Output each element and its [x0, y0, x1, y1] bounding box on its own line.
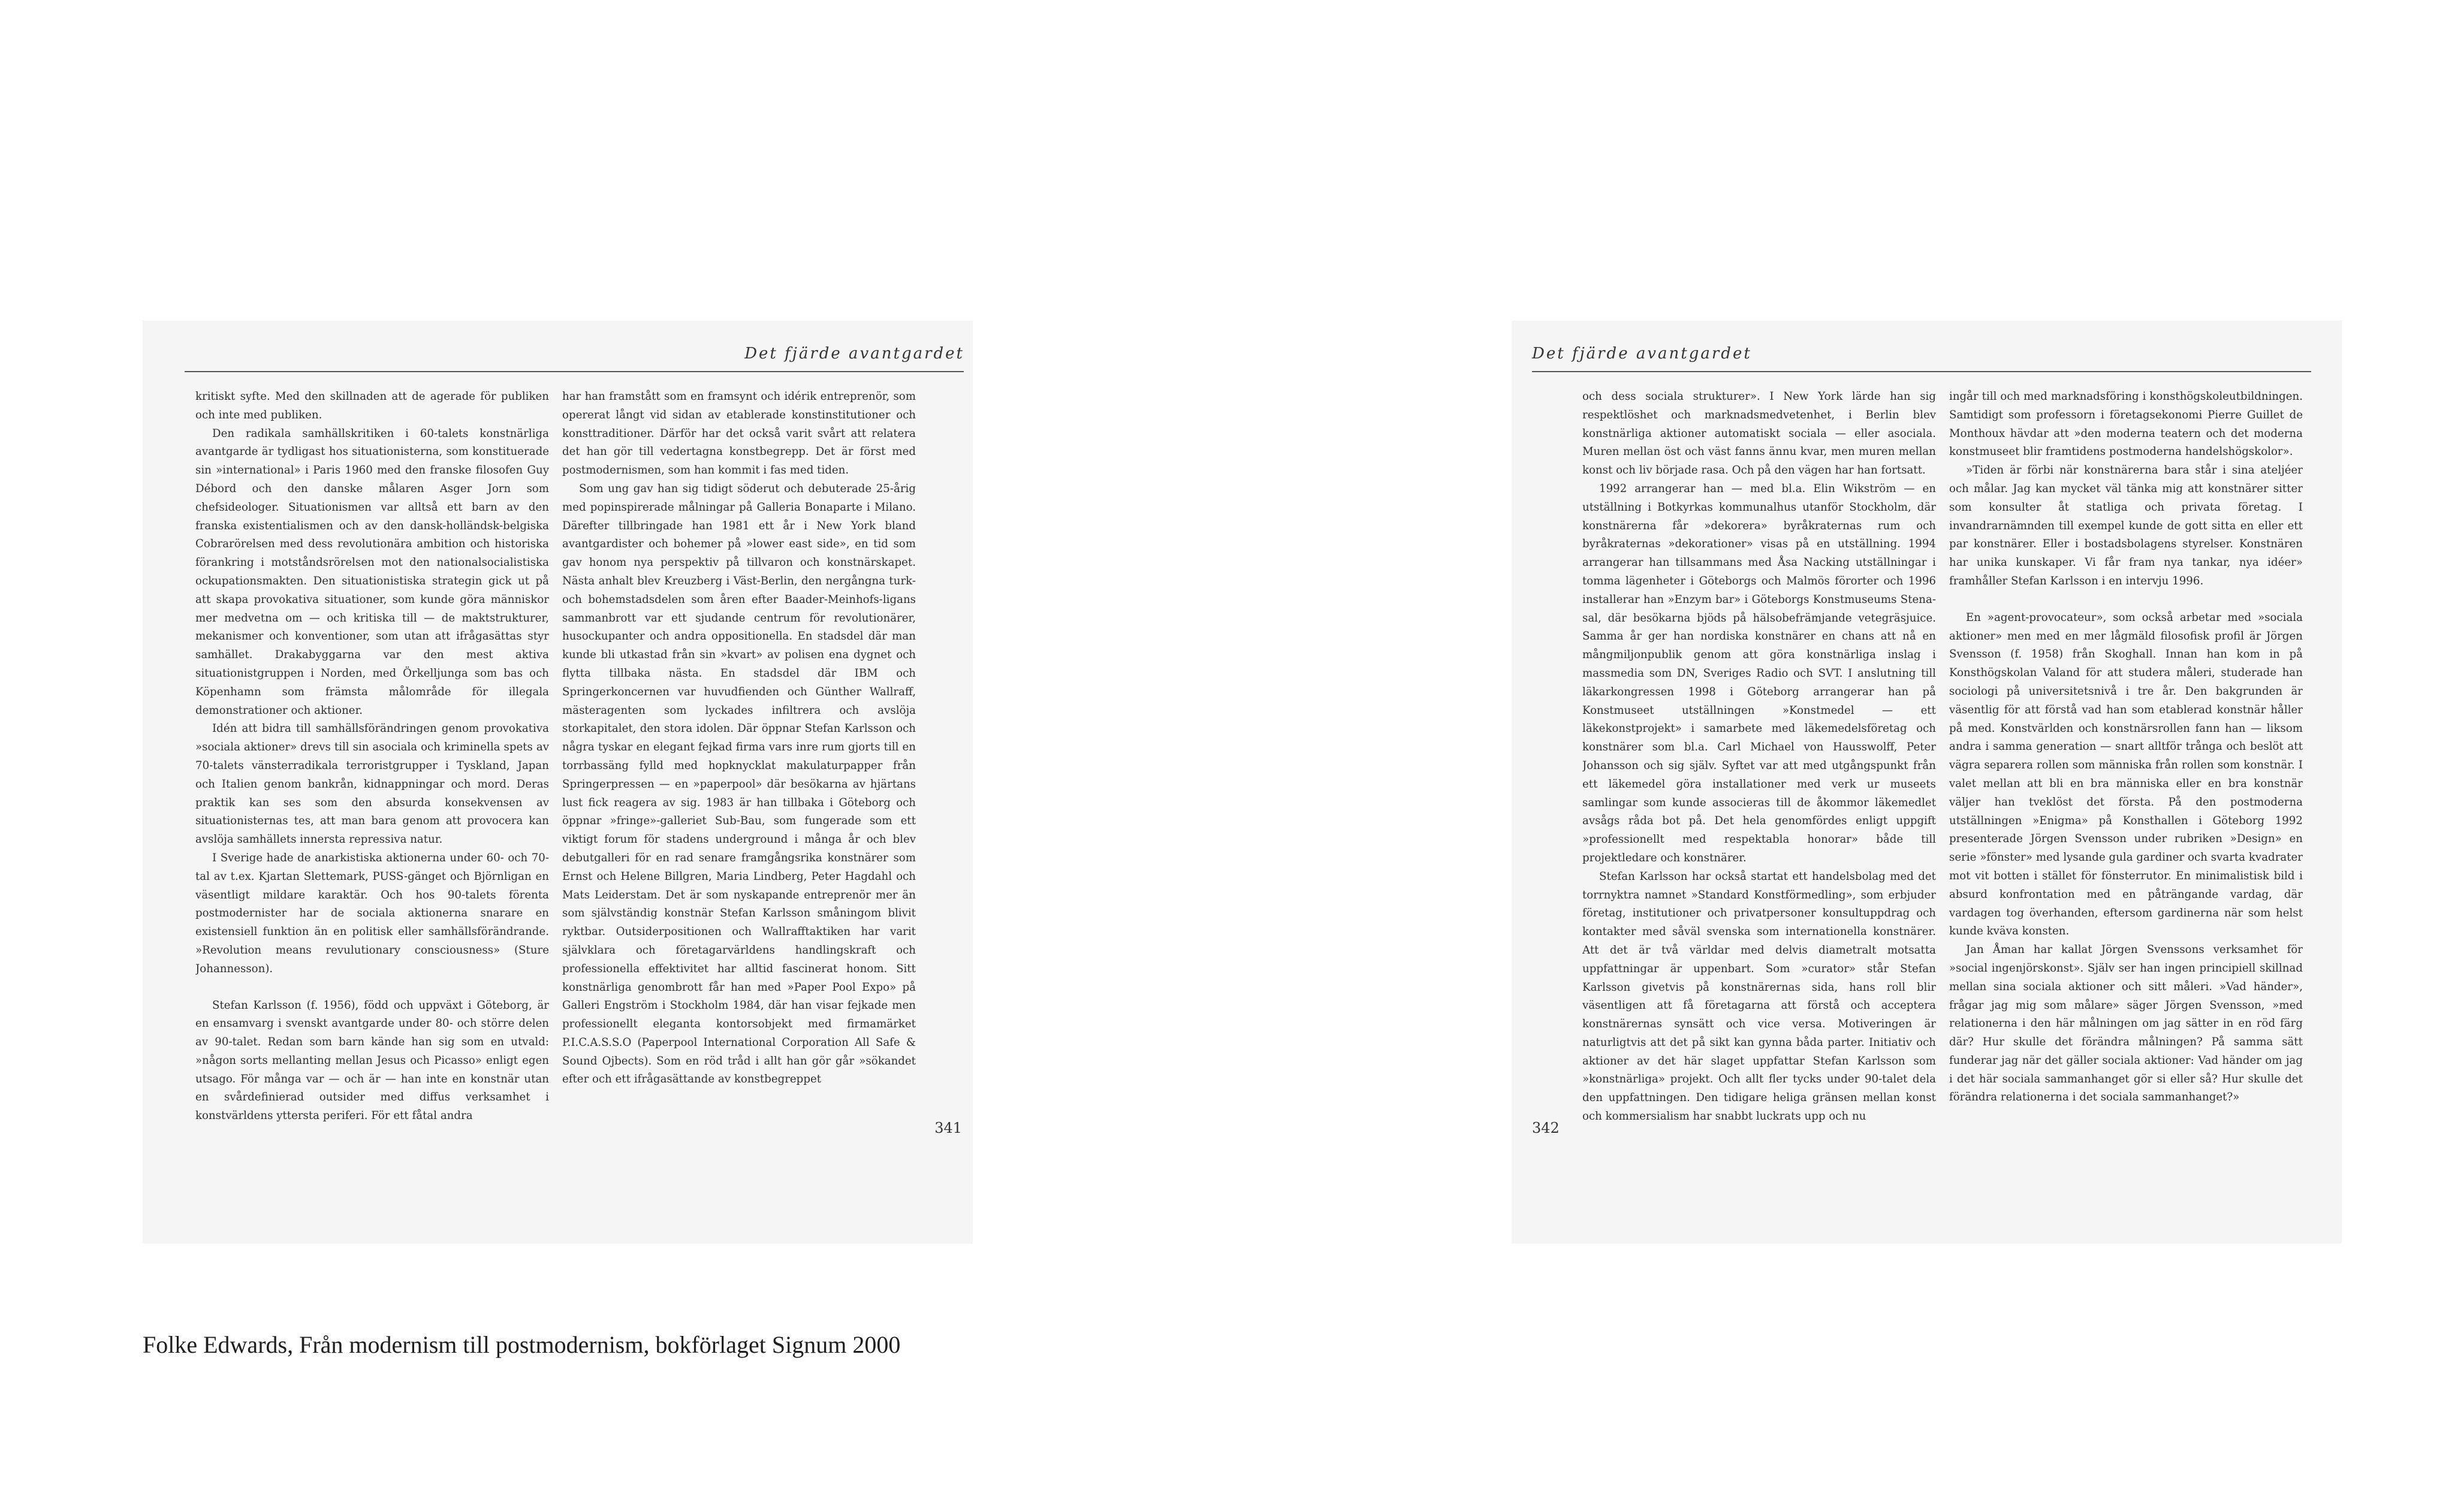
- left-page-column-2: [562, 388, 916, 1221]
- paragraph: kritiskt syfte. Med den skillnaden att de agerade för publiken och inte med publiken.: [195, 390, 549, 421]
- right-page-column-2: [1949, 388, 2303, 1221]
- paragraph: Idén att bidra till samhällsförändringen genom provokativa »sociala aktioner» drevs till sin asociala och kriminella spets av 70-talets vänsterradikala terroristgrupper i Tyskland, Japan och Italien genom bankrån, kidnappningar och mord. Deras praktik kan ses som den absurda konsekvensen av situationisternas tes, att man bara genom att provocera kan avslöja samhällets innersta repressiva natur.: [195, 722, 549, 846]
- paragraph: Den radikala samhällskritiken i 60-talets konstnärliga avantgarde är tydligast hos situationisterna, som konstituerade sin »international» i Paris 1960 med den franske filosofen Guy Débord och den danske målaren Asger Jorn som chefsideologer. Situationismen var alltså ett barn av den franska existentialismen och av den dansk-holländsk-belgiska Cobrarörelsen med dess revolutionära ambition och historiska förankring i motståndsrörelsen mot den nationalsocialistiska ockupationsmakten. Den situationistiska strategin gick ut på att skapa provokativa situationer, som kunde göra människor mer medvetna om — och kritiska till — de maktstrukturer, mekanismer och konventioner, som utan att ifrågasättas styr samhället. Drakabyggarna var den mest aktiva situationistgruppen i Norden, med Örkelljunga som bas och Köpenhamn som främsta målområde för illegala demonstrationer och aktioner.: [195, 427, 549, 717]
- paragraph: Som ung gav han sig tidigt söderut och debuterade 25-årig med popinspirerade målningar på Galleria Bonaparte i Milano. Därefter tillbringade han 1981 ett år i New York bland avantgardister och bohemer på »lower east side», en tid som gav honom nya perspektiv på tillvaron och konstnärskapet. Nästa anhalt blev Kreuzberg i Väst-Berlin, den nergångna turk- och bohemstadsdelen som åren efter Baader-Meinhofs-ligans sammanbrott var ett sjudande centrum för revolutionärer, husockupanter och andra oppositionella. En stadsdel där man kunde bli utkastad från sin »kvart» av polisen ena dygnet och flytta tillbaka nästa. En stadsdel där IBM och Springerkoncernen var huvudfienden och Günther Wallraff, mästeragenten som lyckades infiltrera och avslöja storkapitalet, den stora idolen. Där öppnar Stefan Karlsson och några tyskar en elegant fejkad firma vars inre rum gjorts till en torrbassäng fylld med hopknycklat makulaturpapper från Springerpressen — en »paperpool» där besökarna av hjärtans lust fick reagera av sig. 1983 är han tillbaka i Göteborg och öppnar »fringe»-galleriet Sub-Bau, som fungerade som ett viktigt forum för stadens underground i många år och blev debutgalleri för en rad senare framgångsrika konstnärer som Ernst och Helene Billgren, Maria Lindberg, Peter Hagdahl och Mats Leiderstam. Det är som nyskapande entreprenör mer än som självständig konstnär Stefan Karlsson småningom blivit ryktbar. Outsiderpositionen och Wallrafftaktiken har varit självklara och företagarvärldens handlingskraft och professionella effektivitet har alltid fascinerat honom. Sitt konstnärliga genombrott får han med »Paper Pool Expo» på Galleri Engström i Stockholm 1984, där han visar fejkade men professionellt eleganta kontorsobjekt med firmamärket P.I.C.A.S.S.O (Paperpool International Corporation All Safe & Sound Ojbects). Som en röd tråd i allt han gör går »sökandet efter och ett ifrågasättande av konstbegreppet: [562, 482, 916, 1086]
- paragraph: I Sverige hade de anarkistiska aktionerna under 60- och 70-tal av t.ex. Kjartan Slettemark, PUSS-gänget och Björnligan en väsentligt mildare karaktär. Och hos 90-talets förenta postmodernister har de sociala aktionerna snarare en existensiell funktion än en politisk eller samhällsförändrande. »Revolution means revulutionary consciousness» (Sture Johannesson).: [195, 851, 549, 975]
- header-rule-left: [185, 371, 964, 372]
- left-page-column-1: [195, 388, 549, 1221]
- paragraph: Jan Åman har kallat Jörgen Svenssons verksamhet för »social ingenjörskonst». Själv ser han ingen principiell skillnad mellan sina sociala aktioner och sitt måleri. »Vad händer», frågar jag mig som målare» säger Jörgen Svensson, »med relationerna i den här målningen om jag sätter in en röd färg där? Hur skulle det förändra målningen? På samma sätt funderar jag när det gäller sociala aktioner: Vad händer om jag i det här sociala sammanhanget gör si eller så? Hur skulle det förändra relationerna i det sociala sammanhanget?»: [1949, 943, 2303, 1104]
- paragraph: »Tiden är förbi när konstnärerna bara står i sina ateljéer och målar. Jag kan mycket väl tänka mig att konstnärer sitter som konsulter åt statliga och privata företag. I invandrarnämnden till exempel kunde de gott sitta en eller ett par konstnärer. Eller i bostadsbolagens styrelser. Konstnären har unika kunskaper. Vi får fram nya tankar, nya idéer» framhåller Stefan Karlsson i en intervju 1996.: [1949, 464, 2303, 587]
- paragraph: ingår till och med marknadsföring i konsthögskoleutbildningen. Samtidigt som professorn i företagsekonomi Pierre Guillet de Monthoux hävdar att »den moderna teatern och det moderna konstmuseet blir framtidens postmoderna handelshögskolor».: [1949, 390, 2303, 459]
- paragraph: Stefan Karlsson har också startat ett handelsbolag med det torrnyktra namnet »Standard Konstförmedling», som erbjuder företag, institutioner och privatpersoner konsultuppdrag och kontakter med såväl svenska som internationella konstnärer. Att det är två världar med delvis diametralt motsatta uppfattningar är uppenbart. Som »curator» står Stefan Karlsson givetvis på konstnärernas sida, hans roll blir väsentligen att få företagarna att förstå och acceptera konstnärernas synsätt och vice versa. Motiveringen är naturligtvis att det på sikt kan gynna båda parter. Initiativ och aktioner av det här slaget uppfattar Stefan Karlsson som »konstnärliga» projekt. Och allt fler tycks under 90-talet dela den uppfattningen. Den tidigare heliga gränsen mellan konst och kommersialism har snabbt luckrats upp och nu: [1582, 870, 1936, 1123]
- header-rule-right: [1532, 371, 2311, 372]
- paragraph: 1992 arrangerar han — med bl.a. Elin Wikström — en utställning i Botkyrkas kommunalhus utanför Stockholm, där konstnärerna får »dekorera» byråkraternas rum och byråkraternas »dekorationer» visas på en utställning. 1994 arrangerar han tillsammans med Åsa Nacking utställningar i tomma lägenheter i Göteborgs och Malmös förorter och 1996 installerar han »Enzym bar» i Göteborgs Konstmuseums Stena-sal, där besökarna bjöds på hälsobefrämjande vetegräsjuice. Samma år ger han nordiska konstnärer en chans att nå en mångmiljonpublik genom att göra konstnärliga inslag i massmedia som DN, Sveriges Radio och SVT. I anslutning till läkarkongressen 1998 i Göteborg arrangerar han på Konstmuseet utställningen »Konstmedel — ett läkekonstprojekt» i samarbete med läkemedelsföretag och konstnärer som bl.a. Carl Michael von Hausswolff, Peter Johansson och sig själv. Syftet var att med utgångspunkt från ett läkemedel göra installationer med verk ur museets samlingar som kunde associeras till de åkommor läkemedlet avsågs råda bot på. Det hela genomfördes enligt uppgift »professionellt med respektabla honorar» både till projektledare och konstnärer.: [1582, 482, 1936, 864]
- paragraph: har han framstått som en framsynt och idérik entreprenör, som opererat långt vid sidan av etablerade konstinstitutioner och konsttraditioner. Därför har det också varit svårt att relatera det han gör till vedertagna konstbegrepp. Det är först med postmodernismen, som han kommit i fas med tiden.: [562, 390, 916, 477]
- paragraph: och dess sociala strukturer». I New York lärde han sig respektlöshet och marknadsmedvetenhet, i Berlin blev konstnärliga aktioner automatiskt sociala — eller asociala. Muren mellan öst och väst fanns ännu kvar, men muren mellan konst och liv började rasa. Och på den vägen har han fortsatt.: [1582, 390, 1936, 477]
- running-head-right: Det fjärde avantgardet: [1532, 345, 1752, 363]
- source-caption: Folke Edwards, Från modernism till postmodernism, bokförlaget Signum 2000: [143, 1331, 901, 1358]
- page-number-right: 342: [1532, 1120, 1560, 1136]
- running-head-left: Det fjärde avantgardet: [744, 345, 964, 363]
- paragraph: En »agent-provocateur», som också arbetar med »sociala aktioner» men med en mer lågmäld filosofisk profil är Jörgen Svensson (f. 1958) från Skoghall. Innan han kom in på Konsthögskolan Valand för att studera måleri, studerade han sociologi på universitetsnivå i tre år. Den bakgrunden är väsentlig för att förstå vad han som etablerad konstnär håller på med. Konstvärlden och konstnärsrollen fann han — liksom andra i samma generation — snart alltför trånga och beslöt att vägra separera rollen som människa från rollen som konstnär. I valet mellan att bli en bra människa eller en bra konstnär väljer han tveklöst det första. På den postmoderna utställningen »Enigma» på Konsthallen i Göteborg 1992 presenterade Jörgen Svensson under rubriken »Design» en serie »fönster» med lysande gula gardiner och svarta kvadrater mot vit botten i stället för fönsterrutor. En minimalistisk bild i absurd konfrontation med en påträngande vardag, där vardagen tog överhanden, eftersom gardinerna när som helst kunde kväva konsten.: [1949, 611, 2303, 938]
- right-page-column-1: [1582, 388, 1936, 1221]
- right-page: [1512, 321, 2342, 1244]
- left-page: [143, 321, 973, 1244]
- paragraph: Stefan Karlsson (f. 1956), född och uppväxt i Göteborg, är en ensamvarg i svenskt avantgarde under 80- och större delen av 90-talet. Redan som barn kände han sig som en utvald: »någon sorts mellanting mellan Jesus och Picasso» enligt egen utsago. För många var — och är — han inte en konstnär utan en svårdefinierad outsider med diffus verksamhet i konstvärldens yttersta periferi. För ett fåtal andra: [195, 999, 549, 1123]
- page-number-left: 341: [934, 1120, 962, 1136]
